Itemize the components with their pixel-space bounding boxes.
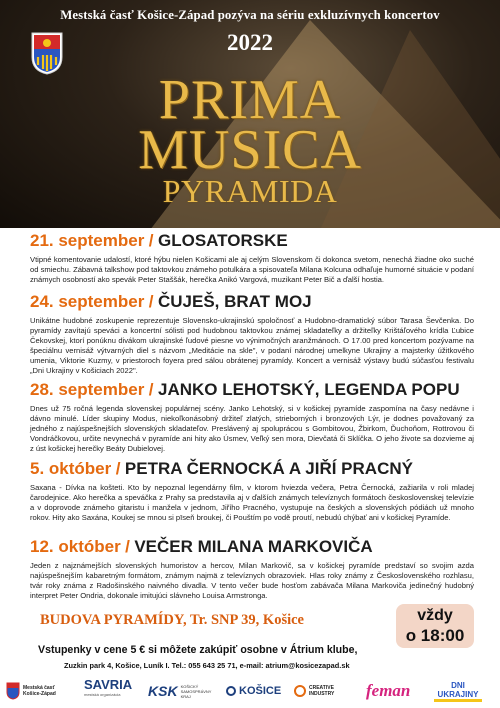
time-always: vždy	[417, 607, 453, 624]
logo-kosice: KOŠICE	[226, 678, 281, 704]
event-title: VEČER MILANA MARKOVIČA	[134, 537, 373, 556]
event-separator: /	[115, 459, 121, 478]
event-description: Dnes už 75 ročná legenda slovenskej populárnej scény. Janko Lehotský, si v košickej pyramíde zaspomína na časy nedávne i dávno minulé. Líder skupiny Modus, niekoľkonásobný držiteľ zlatých, strieborných i bronzových Lýr, je dodnes považovaný za jedného z najúspešnejších slovenských skladateľov. Preslávený aj spoluprácou s Gombitovou, Žbirkom, Ďuchoňom, Rottrovou či Vondráčkovou, určite nevynechá v pyramíde ani hity ako Úsmev, Veľký sen mora, Dievčatá či Sklíčka. O jeho živote sa dozvieme aj z úst košickej herečky Beáty Dubielovej.	[30, 404, 474, 454]
event-date: 21. september	[30, 231, 145, 250]
kosice-icon	[226, 686, 236, 696]
event-date: 5. október	[30, 459, 112, 478]
event-4	[30, 458, 474, 523]
event-heading	[30, 379, 474, 402]
logo-creative-industry: CREATIVE INDUSTRY	[294, 678, 339, 704]
event-description: Jeden z najznámejších slovenských humoristov a hercov, Milan Markovič, sa v košickej pyramíde predstaví so svojim azda najúspešnejším kabaretným formátom, známym najmä z televíznych obrazoviek. Hlas roky známy z Československého rozhlasu, tvár roky známa z Radošinského naivného divadla. V tento večer bude hosťom zabávača Milana Markoviča jedinečný hudobný interpret Peter Ondria, dokonale imitujúci slávneho Louisa Armstronga.	[30, 561, 474, 601]
title-musica: MUSICA	[138, 119, 362, 181]
event-separator: /	[148, 292, 154, 311]
logo-mck: Mestská časť Košice-Západ	[6, 678, 63, 704]
logo-feman: feman	[366, 681, 411, 700]
time-badge	[396, 604, 474, 648]
event-1	[30, 230, 474, 285]
event-title: GLOSATORSKE	[157, 231, 288, 250]
event-heading	[30, 458, 474, 481]
address-text: Zuzkin park 4, Košice, Luník I. Tel.: 055 643 25 71, e-mail: atrium@kosicezapad.sk	[64, 661, 350, 670]
event-heading	[30, 230, 474, 253]
event-heading	[30, 536, 474, 559]
event-title: ČUJEŠ, BRAT MOJ	[157, 292, 312, 311]
event-5	[30, 536, 474, 601]
event-separator: /	[148, 231, 154, 250]
creative-icon	[294, 685, 306, 697]
header-banner	[0, 0, 500, 228]
invite-text: Mestská časť Košice-Západ pozýva na sériu exkluzívnych koncertov	[60, 8, 440, 22]
event-description: Unikátne hudobné zoskupenie reprezentuje Slovensko-ukrajinskú spoločnosť a Hudobno-dramatický súbor Tarasa Ševčenka. Do pyramídy zavítajú speváci a koncertní sólisti pod hudobnou taktovkou známej skladateľky a držiteľky Krištáľového krídla Ľubice Čekovskej, ktorí ponúknu divákom ukrajinské ľudové piesne vo výnimočných aranžmánoch. O 17.00 pred koncertom pozývame na špeciálnu vernisáž výtvarných diel s názvom „Meditácie na skle", v podaní národnej umelkyne Ukrajiny a majsterky úžitkového umenia, Viktorie Kuzmy, v priestoroch foyera pred sálou obrátenej pyramídy. Koncert a vernisáž výstavy budú súčasťou festivalu „Dni Ukrajiny v Košiciach 2022".	[30, 316, 474, 376]
event-date: 12. október	[30, 537, 121, 556]
logo-ksk: KSK KOŠICKÝ SAMOSPRÁVNY KRAJ	[148, 683, 212, 699]
tickets-text: Vstupenky v cene 5 € si môžete zakúpiť osobne v Átrium klube,	[38, 644, 358, 656]
event-2	[30, 291, 474, 377]
partner-logos	[0, 674, 500, 708]
logo-savria: SAVRIA mestská organizácia	[84, 677, 133, 697]
title-pyramida: PYRAMIDA	[162, 173, 338, 209]
venue-text: BUDOVA PYRAMÍDY, Tr. SNP 39, Košice	[40, 612, 304, 628]
time-value: o 18:00	[405, 626, 465, 645]
event-description: Vtipné komentovanie udalostí, ktoré hýbu nielen Košicami ale aj celým Slovenskom či dokonca svetom, nenechá žiadne oko suché od smiechu. Zábavná talkshow pod taktovkou známeho potulkára a spisovateľa Milana Kolcuna odhaľuje humorné situácie v podaní známych osobností ako spevák Peter Staššák, herečka Anikó Vargová, muzikant Peter Bič a ďalší hostia.	[30, 255, 474, 285]
year-text: 2022	[227, 30, 273, 55]
mck-crest-icon	[6, 682, 20, 700]
event-description: Saxana - Dívka na košteti. Kto by nepoznal legendárny film, v ktorom hviezda večera, Petra Černocká, zažiarila v roli mladej čarodejnice. Ako herečka a speváčka z Prahy sa predstavila aj v ďalších známych televíznych formátoch československej televízie a v doprovode známeho gitaristu i manžela v jednom, Jiřího Pracného, vystupuje na českých a slovenských pódiách už mnoho rokov. Hity ako Saxána, Koukej se mnou si pīseň broukej, či Pouštím po vodě proutí, nebudú chýbať ani v košickej Pyramíde.	[30, 483, 474, 523]
event-separator: /	[125, 537, 130, 556]
logo-dni-ukrajiny: DNI UKRAJINY	[434, 678, 482, 704]
event-title: JANKO LEHOTSKÝ, LEGENDA POPU	[157, 380, 460, 399]
coat-of-arms-icon	[30, 31, 64, 75]
event-3	[30, 379, 474, 454]
event-date: 24. september	[30, 292, 145, 311]
event-heading	[30, 291, 474, 314]
event-separator: /	[148, 380, 154, 399]
event-date: 28. september	[30, 380, 145, 399]
event-title: PETRA ČERNOCKÁ A JIŘÍ PRACNÝ	[124, 459, 413, 478]
title-prima: PRIMA	[158, 69, 342, 131]
